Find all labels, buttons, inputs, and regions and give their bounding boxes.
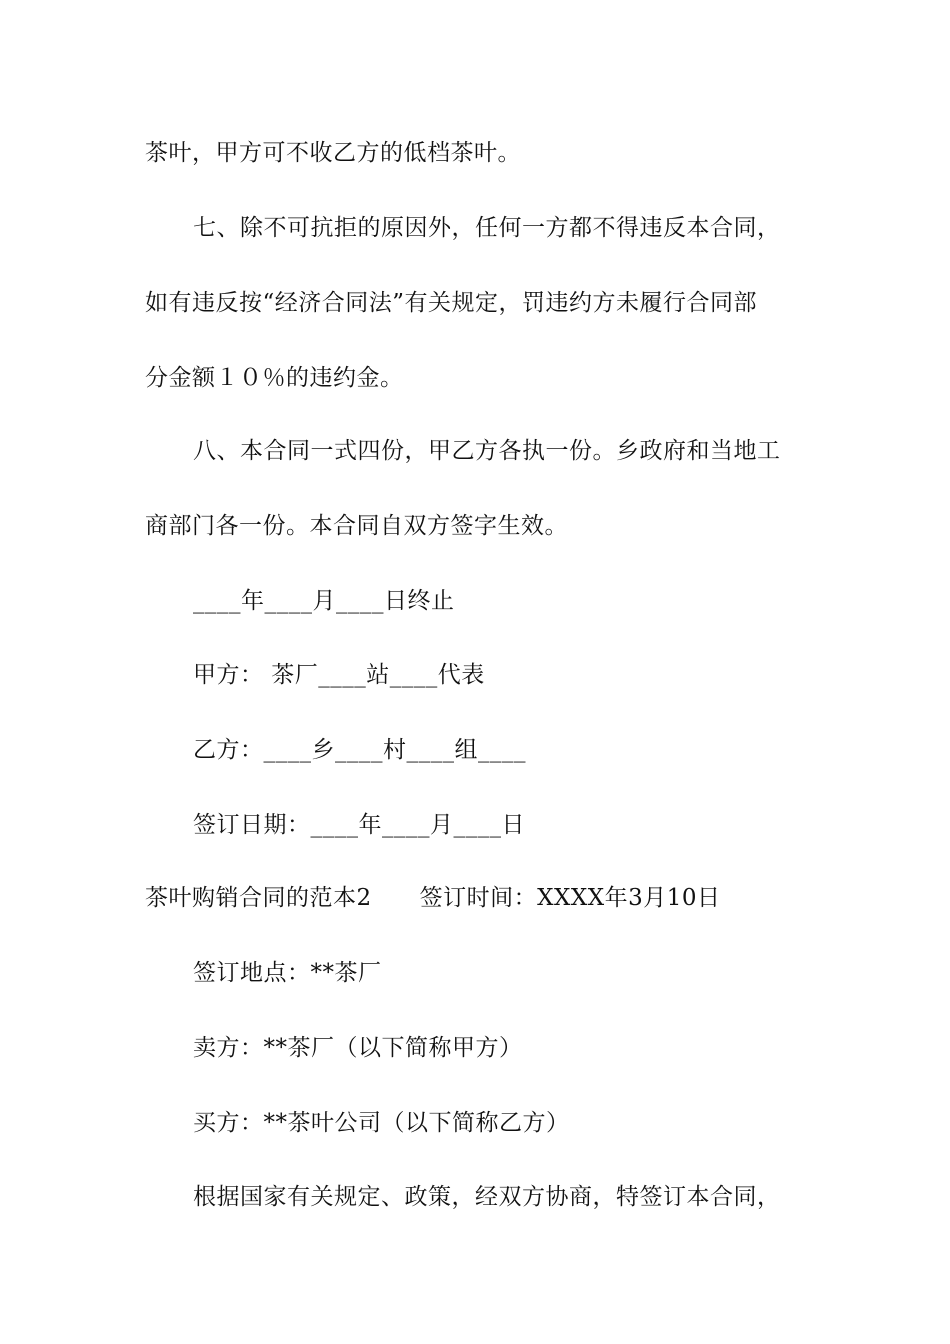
paragraph-line: 茶叶，甲方可不收乙方的低档茶叶。 <box>145 140 521 166</box>
section-title: 茶叶购销合同的范本2 <box>145 885 372 911</box>
paragraph-line: 八、本合同一式四份，甲乙方各执一份。乡政府和当地工 <box>193 438 781 464</box>
signing-date-line: 签订日期：____年____月____日 <box>193 812 525 838</box>
paragraph-line: 根据国家有关规定、政策，经双方协商，特签订本合同， <box>193 1184 781 1210</box>
section-heading-line <box>145 878 825 918</box>
party-b-line: 乙方：____乡____村____组____ <box>193 737 526 763</box>
signing-time-text: 签订时间：XXXX年3月10日 <box>419 885 721 911</box>
paragraph-line: 如有违反按“经济合同法”有关规定，罚违约方未履行合同部 <box>145 290 758 316</box>
termination-date-line: ____年____月____日终止 <box>193 588 455 614</box>
party-a-line: 甲方： 茶厂____站____代表 <box>193 662 485 688</box>
paragraph-line: 分金额１０％的违约金。 <box>145 365 404 391</box>
paragraph-line: 七、除不可抗拒的原因外，任何一方都不得违反本合同， <box>193 215 781 241</box>
paragraph-line: 商部门各一份。本合同自双方签字生效。 <box>145 513 568 539</box>
buyer-line: 买方：**茶叶公司（以下简称乙方） <box>193 1110 570 1136</box>
seller-line: 卖方：**茶厂（以下简称甲方） <box>193 1035 523 1061</box>
signing-location-line: 签订地点：**茶厂 <box>193 960 382 986</box>
